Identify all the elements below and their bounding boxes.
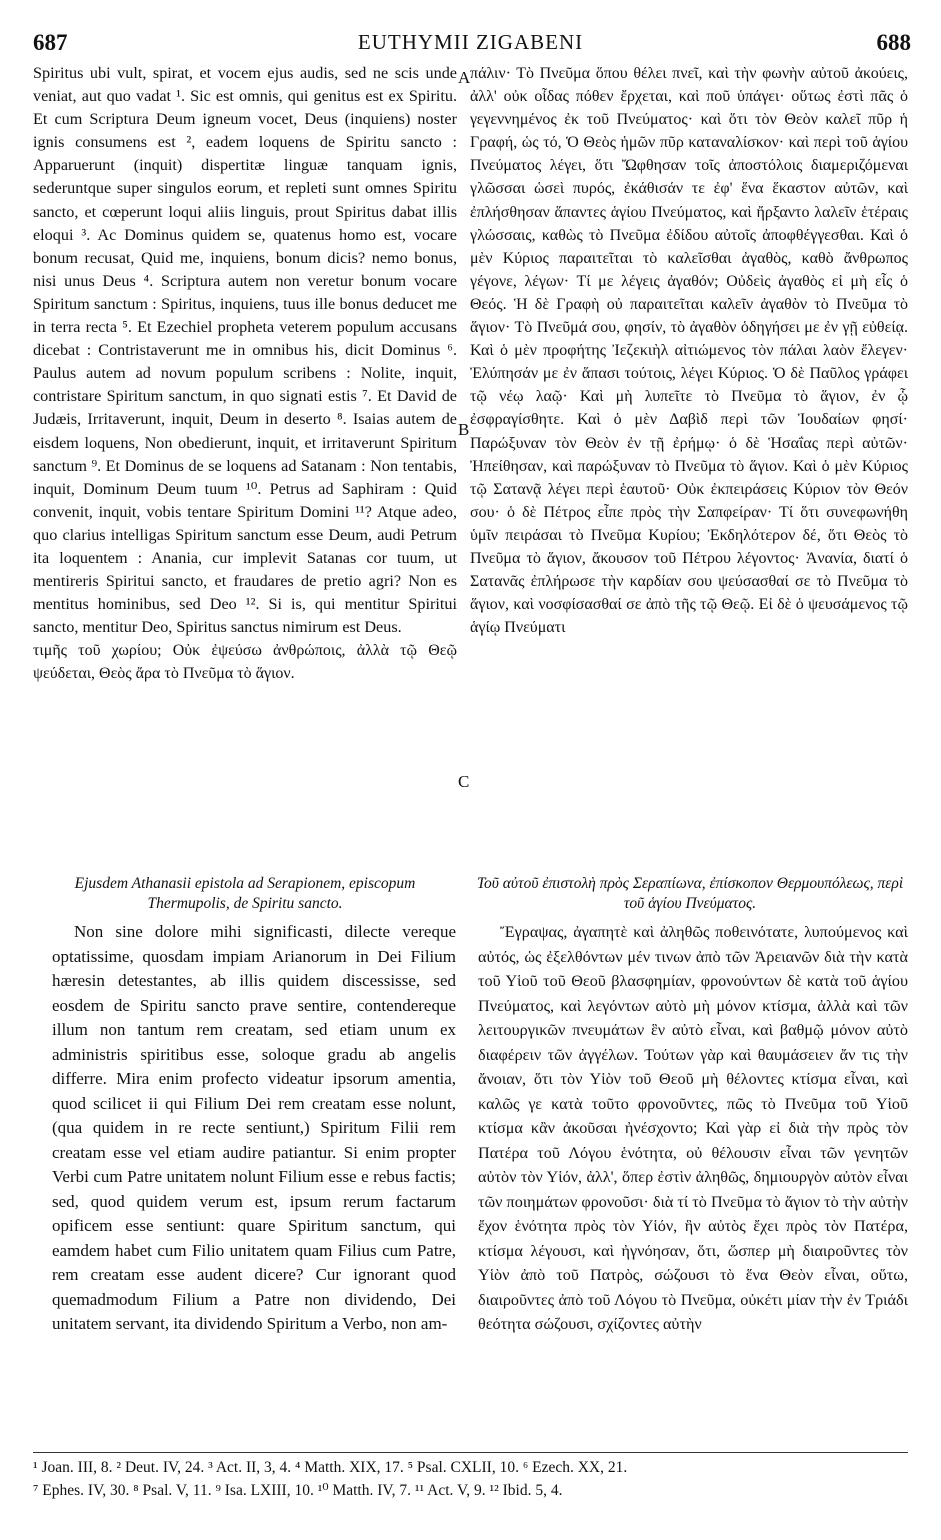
left-page-number: 687: [33, 30, 68, 55]
footnote-divider: [33, 1452, 908, 1453]
latin-column-top: [33, 62, 457, 852]
running-title: EUTHYMII ZIGABENI: [357, 30, 584, 54]
latin-text-top: Spiritus ubi vult, spirat, et vocem ejus audis, sed ne scis unde veniat, aut quo vadat ¹. Sic est omnis, qui genitus est ex Spiritu. Et cum Scriptura Deum igneum vocet, Deus (inquiens) noster ignis consumens est ², eadem loquens de Spiritu sancto : Apparuerunt (inquit) dispertitæ linguæ tanquam ignis, sederuntque super singulos eorum, et repleti sunt omnes Spiritu sancto, et cœperunt loqui aliis linguis, prout Spiritus dabat illis eloqui ³. Ac Dominus quidem se, quatenus homo est, vocare bonum recusat, Quid me, inquiens, bonum dicis? nemo bonus, nisi unus Deus ⁴. Scriptura autem non veretur bonum vocare Spiritum sanctum : Spiritus, inquiens, tuus ille bonus deducet me in terra recta ⁵. Et Ezechiel propheta veterem populum accusans dicebat : Contristaverunt me in omnibus his, dicit Dominus ⁶. Paulus autem ad novum populum scribens : Nolite, inquit, contristare Spiritum sanctum, in quo signati estis ⁷. Et David de Judæis, Irritaverunt, inquit, Deum in deserto ⁸. Isaias autem de eisdem loquens, Non obedierunt, inquit, et irritaverunt Spiritum sanctum ⁹. Et Dominus de se loquens ad Satanam : Non tentabis, inquit, Dominum Deum tuum ¹⁰. Petrus ad Saphiram : Quid convenit, inquit, vobis tentare Spiritum Domini ¹¹? Atque adeo, quo clarius intelligas Spiritum sanctum esse Deum, audi Petrum ita loquentem : Anania, cur implevit Satanas cor tuum, ut mentireris Spiritui sancto, et fraudares de pretio agri? Non es mentitus hominibus, sed Deo ¹². Si is, qui mentitur Spiritui sancto, mentitur Deo, Spiritus sanctus nimirum est Deus.: [33, 64, 457, 637]
latin-text-bottom: Non sine dolore mihi significasti, dilecte vereque optatissime, quosdam impiam Arianorum in Dei Filium hæresin detestantes, ab illis quidem discessisse, sed eosdem de Spiritu sancto prave sentire, contendereque illum non tantum rem creatam, sed etiam unum ex administris spiritibus esse, soloque gradu ab angelis differre. Mira enim profecto videatur ipsorum amentia, quod scilicet ii qui Filium Dei rem creatam esse nolunt, (qua quidem in re recte sentiunt,) Spiritum Filii rem creatam esse vel etiam audire patiantur. Si enim propter Verbi cum Patre unitatem nolunt Filium esse e rebus factis; sed, quod quidem verum est, ipsum rerum factarum opificem esse sentiunt: quare Spiritum sanctum, qui eamdem habet cum Filio unitatem quam Filius cum Patre, rem creatam esse audent dicere? Cur ignorant quod quemadmodum Filium a Patre non dividendo, Dei unitatem servant, ita dividendo Spiritum a Verbo, non am-: [52, 922, 456, 1333]
margin-letter-b: B: [458, 420, 470, 439]
greek-text-bottom: Ἔγραψας, ἀγαπητὲ καὶ ἀληθῶς ποθεινότατε, λυπούμενος καὶ αὐτός, ὡς ἐξελθόντων μέν τινων ἀπὸ τῶν Ἀρειανῶν διὰ τὴν κατὰ τοῦ Υἱοῦ τοῦ Θεοῦ βλασφημίαν, φρονούντων δὲ κατὰ τοῦ ἁγίου Πνεύματος, καὶ λεγόντων αὐτὸ μὴ μόνον κτίσμα, ἀλλὰ καὶ τῶν λειτουργικῶν πνευμάτων ἓν αὐτὸ εἶναι, καὶ βαθμῷ μόνον αὐτὸ διαφέρειν τῶν ἀγγέλων. Τούτων γὰρ καὶ θαυμάσειεν ἄν τις τὴν ἄνοιαν, ὅτι τὸν Υἱὸν τοῦ Θεοῦ μὴ θέλοντες κτίσμα εἶναι, καὶ καλῶς γε κατὰ τοῦτο φρονοῦντες, πῶς τὸ Πνεῦμα τοῦ Υἱοῦ κτίσμα κἂν ἀκοῦσαι ἠνέσχοντο; Καὶ γὰρ εἰ διὰ τὴν πρὸς τὸν Πατέρα τοῦ Λόγου ἑνότητα, οὐ θέλουσιν εἶναι τῶν γενητῶν αὐτὸν τὸν Υἱόν, ἀλλ', ὅπερ ἐστὶν ἀληθῶς, δημιουργὸν αὐτὸν εἶναι τῶν ποιημάτων φρονοῦσι· διὰ τί τὸ Πνεῦμα τὸ ἅγιον τὸ τὴν αὐτὴν ἔχον ἑνότητα πρὸς τὸν Υἱόν, ἣν αὐτὸς ἔχει πρὸς τὸν Πατέρα, κτίσμα λέγουσι, καὶ ἠγνόησαν, ὅτι, ὥσπερ μὴ διαιροῦντες τὸν Υἱὸν ἀπὸ τοῦ Πατρὸς, σώζουσι τὸ ἕνα Θεὸν εἶναι, οὕτω, διαιροῦντες ἀπὸ τοῦ Λόγου τὸ Πνεῦμα, οὐκέτι μίαν τὴν ἐν Τριάδι θεότητα σώζουσι, σχίζοντες αὐτὴν: [478, 923, 908, 1333]
greek-tail-text: τιμῆς τοῦ χωρίου; Οὐκ ἐψεύσω ἀνθρώποις, ἀλλὰ τῷ Θεῷ ψεύδεται, Θεὸς ἄρα τὸ Πνεῦμα τὸ ἅγιον.: [33, 642, 457, 683]
greek-epistle-title: Τοῦ αὐτοῦ ἐπιστολὴ πρὸς Σεραπίωνα, ἐπίσκοπον Θερμουπόλεως, περὶ τοῦ ἁγίου Πνεύματος.: [476, 875, 904, 912]
footnotes: [33, 1456, 908, 1502]
page-header: [0, 0, 941, 56]
margin-letter-c: C: [458, 772, 470, 791]
greek-column-top: [470, 62, 908, 852]
footnote-line: ⁷ Ephes. IV, 30. ⁸ Psal. V, 11. ⁹ Isa. LXIII, 10. ¹⁰ Matth. IV, 7. ¹¹ Act. V, 9. ¹² Ibid. 5, 4.: [33, 1482, 563, 1499]
margin-letter-a: A: [458, 68, 471, 87]
greek-text-top: πάλιν· Τὸ Πνεῦμα ὅπου θέλει πνεῖ, καὶ τὴν φωνὴν αὐτοῦ ἀκούεις, ἀλλ' οὐκ οἶδας πόθεν ἔρχεται, καὶ ποῦ ὑπάγει· οὕτως ἐστὶ πᾶς ὁ γεγεννημένος ἐκ τοῦ Πνεύματος· καὶ ὅτι τὸν Θεὸν καλεῖ πῦρ ἡ Γραφή, ὡς τό, Ὁ Θεὸς ἡμῶν πῦρ καταναλίσκον· καὶ περὶ τοῦ ἁγίου Πνεύματος λέγει, ὅτι Ὤφθησαν τοῖς ἀποστόλοις διαμεριζόμεναι γλῶσσαι ὡσεὶ πυρός, ἐκάθισάν τε ἐφ' ἕνα ἕκαστον αὐτῶν, καὶ ἐπλήσθησαν ἅπαντες ἁγίου Πνεύματος, καὶ ἤρξαντο λαλεῖν ἑτέραις γλώσσαις, καθὼς τὸ Πνεῦμα ἐδίδου αὐτοῖς ἀποφθέγγεσθαι. Καὶ ὁ μὲν Κύριος παραιτεῖται τὸ καλεῖσθαι ἀγαθὸς, καθὸ ἄνθρωπος γέγονε, λέγων· Τί με λέγεις ἀγαθόν; Οὐδεὶς ἀγαθὸς εἰ μὴ εἷς ὁ Θεός. Ἡ δὲ Γραφὴ οὐ παραιτεῖται καλεῖν ἀγαθὸν τὸ Πνεῦμα τὸ ἅγιον· Τὸ Πνεῦμά σου, φησίν, τὸ ἀγαθὸν ὁδηγήσει με ἐν γῇ εὐθείᾳ. Καὶ ὁ μὲν προφήτης Ἰεζεκιὴλ αἰτιώμενος τὸν πάλαι λαὸν ἔλεγεν· Ἐλύπησάν με ἐν ἅπασι τούτοις, λέγει Κύριος. Ὁ δὲ Παῦλος γράφει τῷ νέῳ λαῷ· Καὶ μὴ λυπεῖτε τὸ Πνεῦμα τὸ ἅγιον, ἐν ᾧ ἐσφραγίσθητε. Καὶ ὁ μὲν Δαβὶδ περὶ τῶν Ἰουδαίων φησί· Παρώξυναν τὸν Θεὸν ἐν τῇ ἐρήμῳ· ὁ δὲ Ἡσαΐας περὶ αὐτῶν· Ἠπείθησαν, καὶ παρώξυναν τὸ Πνεῦμα τὸ ἅγιον. Καὶ ὁ μὲν Κύριος τῷ Σατανᾷ λέγει περὶ ἑαυτοῦ· Οὐκ ἐκπειράσεις Κύριον τὸν Θεόν σου· ὁ δὲ Πέτρος εἶπε πρὸς τὴν Σαπφείραν· Τί ὅτι συνεφωνήθη ὑμῖν πειράσαι τὸ Πνεῦμα Κυρίου; Ἐκδηλότερον δέ, ὅτι Θεὸς τὸ Πνεῦμα τὸ ἅγιον, ἄκουσον τοῦ Πέτρου λέγοντος· Ἀνανία, διατί ὁ Σατανᾶς ἐπλήρωσε τὴν καρδίαν σου ψεύσασθαί σε τὸ Πνεῦμα τὸ ἅγιον, καὶ νοσφίσασθαί σε ἀπὸ τῆς τῷ Θεῷ. Εἰ δὲ ὁ ψευσάμενος τῷ ἁγίῳ Πνεύματι: [470, 65, 908, 637]
footnote-line: ¹ Joan. III, 8. ² Deut. IV, 24. ³ Act. II, 3, 4. ⁴ Matth. XIX, 17. ⁵ Psal. CXLII, 10. ⁶ Ezech. XX, 21.: [33, 1459, 628, 1476]
latin-column-bottom: [52, 920, 456, 1440]
greek-column-bottom: [478, 920, 908, 1440]
right-page-number: 688: [876, 30, 911, 55]
latin-epistle-title: Ejusdem Athanasii epistola ad Serapionem, episcopum Thermupolis, de Spiritu sancto.: [74, 875, 416, 912]
